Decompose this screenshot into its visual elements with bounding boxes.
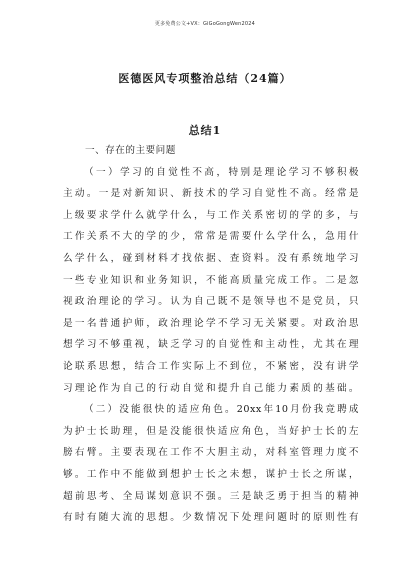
body-line: 膀右臂。主要表现在工作不大胆主动，对科室管理力度不 [63,447,359,459]
body-line: 一、存在的主要问题 [85,145,176,156]
body-line: 超前思考、全局谋划意识不强。三是缺乏勇于担当的精神 [63,490,359,502]
body-line: 够。工作中不能做到想护士长之未想，谋护士长之所谋， [63,468,359,480]
body-line: 一些专业知识和业务知识，不能高质量完成工作。二是忽 [63,274,359,286]
body-line: 工作关系不大的学的少，常常是需要什么学什么，急用什 [63,231,359,243]
body-line: 为护士长助理，但是没能很快适应角色，当好护士长的左 [63,425,359,437]
body-text [63,140,359,529]
body-line: 上级要求学什么就学什么，与工作关系密切的学的多，与 [63,209,359,221]
body-line: 主动。一是对新知识、新技术的学习自觉性不高。经常是 [63,188,359,200]
document-title: 医德医风专项整治总结（24篇） [118,72,292,85]
header-note: 更多免费公文+VX：GiGoGongWen2024 [154,21,256,27]
body-line: 么学什么，碰到材料才找依据、查资料。没有系统地学习 [63,252,359,264]
body-line: （二）没能很快的适应角色。20xx年10月份我竞聘成 [84,404,359,416]
body-line: （一）学习的自觉性不高，特别是理论学习不够积极 [84,166,359,178]
body-line: 想学习不够重视，缺乏学习的自觉性和主动性，尤其在理 [63,339,359,351]
body-line: 习理论作为自己的行动自觉和提升自己能力素质的基础。 [63,382,359,394]
body-line: 有时有随大流的思想。少数情况下处理问题时的原则性有 [63,512,359,524]
body-line: 论联系思想，结合工作实际上不到位，不紧密，没有讲学 [63,360,359,372]
body-line: 视政治理论的学习。认为自己既不是领导也不是党员，只 [63,296,359,308]
section-title: 总结1 [188,124,222,137]
body-line: 是一名普通护师，政治理论学不学习无关紧要。对政治思 [63,317,359,329]
